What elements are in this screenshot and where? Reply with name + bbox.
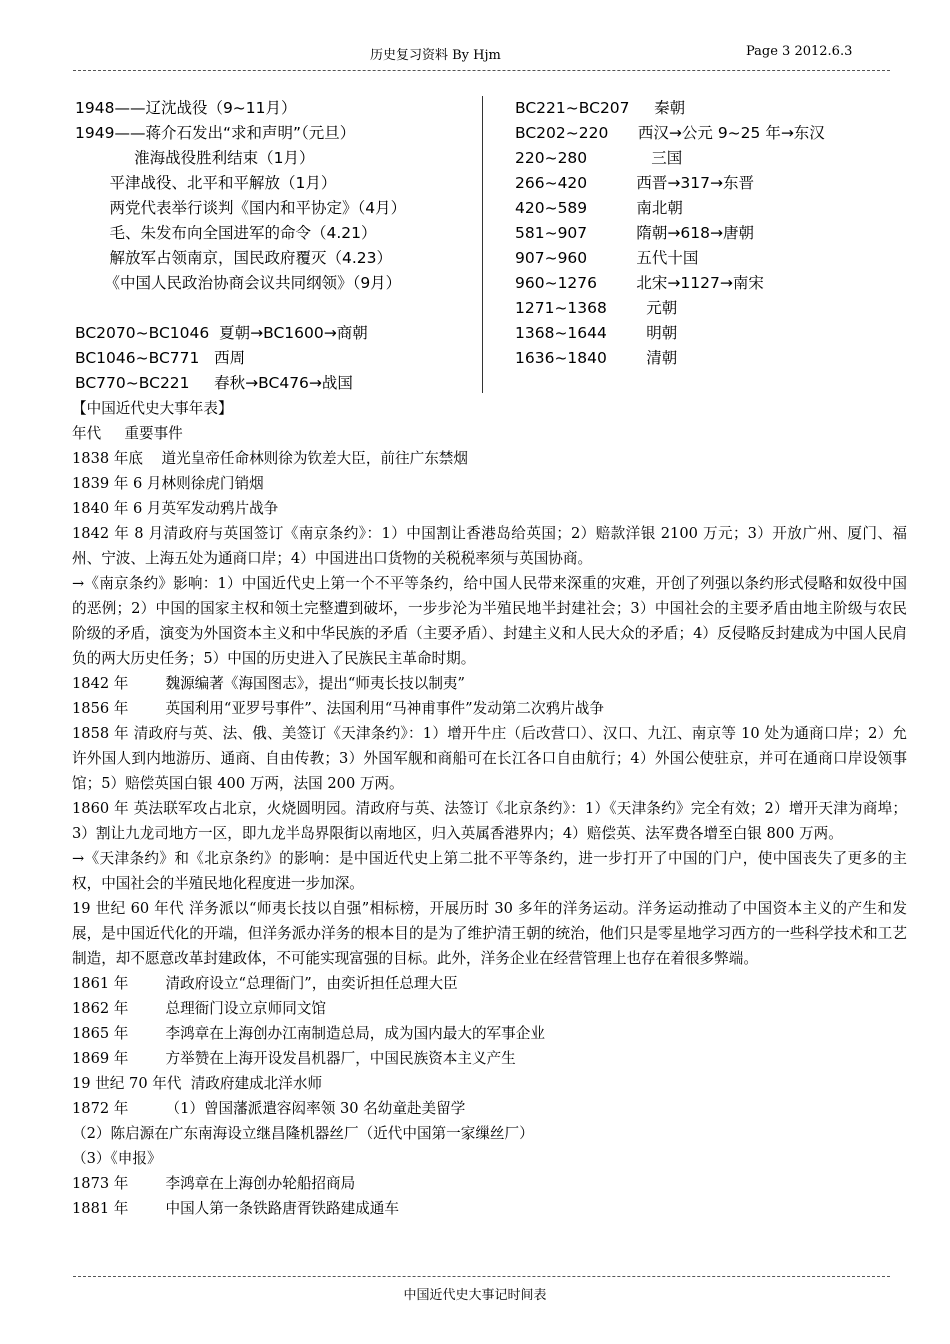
- impact-note: →《天津条约》和《北京条约》的影响：是中国近代史上第二批不平等条约，进一步打开了中国的门户，使中国丧失了更多的主权，中国社会的半殖民地化程度进一步加深。: [72, 850, 907, 892]
- event-entry: 19 世纪 70 年代 清政府建成北洋水师: [72, 1075, 323, 1092]
- event-entry: 1860 年 英法联军攻占北京，火烧圆明园。清政府与英、法签订《北京条约》：1）《天津条约》完全有效；2）增开天津为商埠；3）割让九龙司地方一区，即九龙半岛界限街以南地区，归入英属香港界内；4）赔偿英、法军费各增至白银 800 万两。: [72, 800, 907, 842]
- timeline-line: BC1046~BC771 西周: [75, 349, 246, 367]
- event-entry: （3）《申报》: [72, 1150, 162, 1167]
- event-entry: 19 世纪 60 年代 洋务派以“师夷长技以自强”相标榜，开展历时 30 多年的洋务运动。洋务运动推动了中国资本主义的产生和发展，是中国近代化的开端，但洋务派办洋务的根本目的是为了维护清王朝的统治，他们只是零星地学习西方的一些科学技术和工艺制造，却不愿意改革封建政体，不可能实现富强的目标。此外，洋务企业在经营管理上也存在着很多弊端。: [72, 900, 907, 967]
- dynasty-line: 960~1276 北宋→1127→南宋: [515, 274, 764, 292]
- timeline-line: BC770~BC221 春秋→BC476→战国: [75, 374, 353, 392]
- event-entry: 1873 年 李鸿章在上海创办轮船招商局: [72, 1175, 356, 1192]
- dynasty-line: 1636~1840 清朝: [515, 349, 678, 367]
- dynasty-line: 1271~1368 元朝: [515, 299, 678, 317]
- event-entry: 1842 年 魏源编著《海国图志》，提出“师夷长技以制夷”: [72, 675, 465, 692]
- timeline-line: BC2070~BC1046 夏朝→BC1600→商朝: [75, 324, 368, 342]
- event-entry: 1862 年 总理衙门设立京师同文馆: [72, 1000, 327, 1017]
- event-entry: 1839 年 6 月林则徐虎门销烟: [72, 475, 264, 492]
- column-divider: [482, 96, 483, 393]
- column-header: 年代 重要事件: [72, 425, 183, 442]
- header-divider: [73, 70, 890, 71]
- header-title: 历史复习资料 By Hjm: [370, 48, 501, 63]
- event-entry: 1869 年 方举赞在上海开设发昌机器厂，中国民族资本主义产生: [72, 1050, 516, 1067]
- chronology-body: [72, 396, 907, 1221]
- dynasty-line: 1368~1644 明朝: [515, 324, 678, 342]
- event-entry: 1872 年 （1）曾国藩派遣容闳率领 30 名幼童赴美留学: [72, 1100, 466, 1117]
- dynasty-line: BC221~BC207 秦朝: [515, 99, 686, 117]
- timeline-line: 淮海战役胜利结束（1月）: [75, 149, 315, 167]
- dynasty-line: 420~589 南北朝: [515, 199, 683, 217]
- dynasty-line: 581~907 隋朝→618→唐朝: [515, 224, 754, 242]
- header-page-info: Page 3 2012.6.3: [746, 44, 853, 59]
- event-entry: 1865 年 李鸿章在上海创办江南制造总局，成为国内最大的军事企业: [72, 1025, 545, 1042]
- event-entry: （2）陈启源在广东南海设立继昌隆机器丝厂（近代中国第一家缫丝厂）: [72, 1125, 534, 1142]
- timeline-line: [75, 296, 480, 321]
- event-entry: 1861 年 清政府设立“总理衙门”，由奕䜣担任总理大臣: [72, 975, 458, 992]
- left-timeline: [75, 96, 480, 396]
- event-entry: 1842 年 8 月清政府与英国签订《南京条约》：1）中国割让香港岛给英国；2）赔款洋银 2100 万元；3）开放广州、厦门、福州、宁波、上海五处为通商口岸；4）中国进出口货物的关税税率须与英国协商。: [72, 525, 907, 567]
- impact-note: →《南京条约》影响：1）中国近代史上第一个不平等条约，给中国人民带来深重的灾难，开创了列强以条约形式侵略和奴役中国的恶例；2）中国的国家主权和领土完整遭到破坏，一步步沦为半殖民地半封建社会；3）中国社会的主要矛盾由地主阶级与农民阶级的矛盾，演变为外国资本主义和中华民族的矛盾（主要矛盾）、封建主义和人民大众的矛盾；4）反侵略反封建成为中国人民肩负的两大历史任务；5）中国的历史进入了民族民主革命时期。: [72, 575, 907, 667]
- dynasty-line: 907~960 五代十国: [515, 249, 699, 267]
- timeline-line: 解放军占领南京，国民政府覆灭（4.23）: [75, 249, 393, 267]
- timeline-line: 1948——辽沈战役（9~11月）: [75, 99, 297, 117]
- dynasty-line: 266~420 西晋→317→东晋: [515, 174, 754, 192]
- event-entry: 1840 年 6 月英军发动鸦片战争: [72, 500, 279, 517]
- timeline-line: 1949——蒋介石发出“求和声明”（元旦）: [75, 124, 356, 142]
- footer-title: 中国近代史大事记时间表: [403, 1288, 547, 1303]
- dynasty-line: BC202~220 西汉→公元 9~25 年→东汉: [515, 124, 825, 142]
- section-heading: 【中国近代史大事年表】: [72, 400, 233, 417]
- event-entry: 1838 年底 道光皇帝任命林则徐为钦差大臣，前往广东禁烟: [72, 450, 468, 467]
- event-entry: 1881 年 中国人第一条铁路唐胥铁路建成通车: [72, 1200, 399, 1217]
- right-timeline: [515, 96, 885, 371]
- event-entry: 1856 年 英国利用“亚罗号事件”、法国利用“马神甫事件”发动第二次鸦片战争: [72, 700, 604, 717]
- timeline-line: 平津战役、北平和平解放（1月）: [75, 174, 337, 192]
- event-entry: 1858 年 清政府与英、法、俄、美签订《天津条约》：1）增开牛庄（后改营口）、汉口、九江、南京等 10 处为通商口岸；2）允许外国人到内地游历、通商、自由传教；3）外国军舰和商船可在长江各口自由航行；4）外国公使驻京，并可在通商口岸设领事馆；5）赔偿英国白银 400 万两，法国 200 万两。: [72, 725, 907, 792]
- footer-divider: [73, 1276, 890, 1277]
- timeline-line: 《中国人民政治协商会议共同纲领》（9月）: [75, 274, 402, 292]
- dynasty-line: 220~280 三国: [515, 149, 683, 167]
- timeline-line: 毛、朱发布向全国进军的命令（4.21）: [75, 224, 377, 242]
- timeline-line: 两党代表举行谈判《国内和平协定》（4月）: [75, 199, 407, 217]
